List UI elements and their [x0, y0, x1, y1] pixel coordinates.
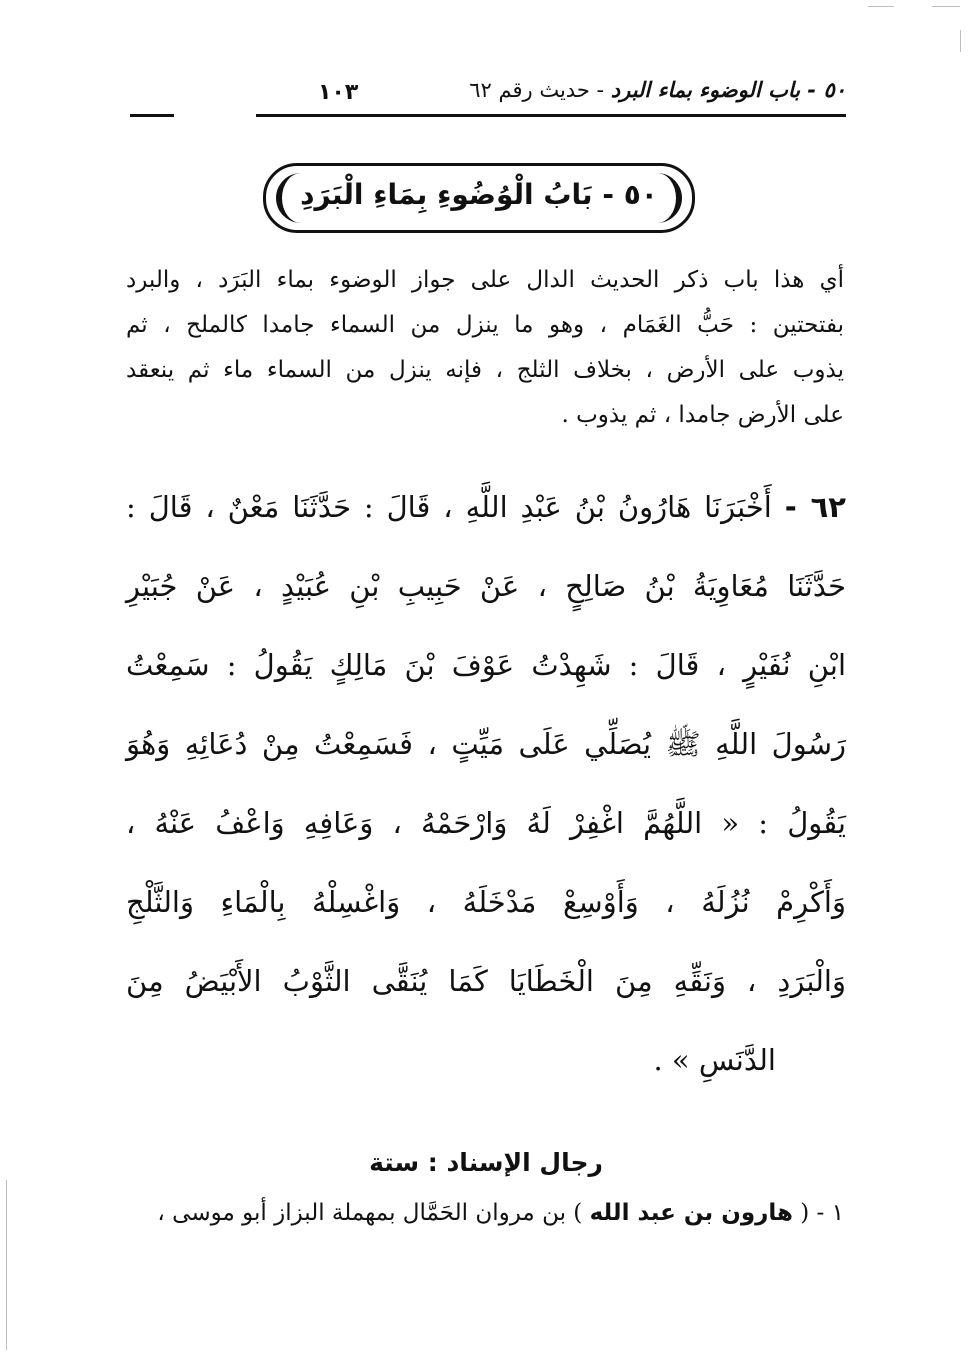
margin-tick-top-right-2 — [932, 6, 960, 7]
narrator-name: هارون بن عبد الله — [589, 1200, 793, 1226]
header-hadith-ref: - حديث رقم ٦٢ — [469, 78, 605, 102]
margin-tick-right — [960, 30, 961, 52]
narrator-entry — [126, 1200, 844, 1226]
hadith-text — [126, 468, 846, 1100]
page-number: ١٠٣ — [318, 80, 359, 105]
chapter-heading: ٥٠ - بَابُ الْوُضُوءِ بِمَاءِ الْبَرَدِ — [300, 178, 658, 211]
chapter-heading-frame — [263, 163, 695, 233]
hadith-line-text: أَخْبَرَنَا هَارُونُ بْنُ عَبْدِ اللَّهِ ، قَالَ : حَدَّثَنَا مَعْنٌ ، قَالَ : — [126, 490, 772, 524]
header-title — [469, 78, 846, 102]
margin-tick-left — [6, 1180, 7, 1350]
narrators-heading: رجال الإسناد : ستة — [369, 1148, 603, 1177]
running-header — [130, 78, 846, 118]
hadith-line: وَأَكْرِمْ نُزُلَهُ ، وَأَوْسِعْ مَدْخَلَهُ ، وَاغْسِلْهُ بِالْمَاءِ وَالثَّلْجِ — [126, 885, 846, 919]
hadith-line: رَسُولَ اللَّهِ ﷺ يُصَلِّي عَلَى مَيِّتٍ ، فَسَمِعْتُ مِنْ دُعَائِهِ وَهُوَ — [126, 727, 846, 761]
margin-tick-top-right — [868, 6, 894, 7]
narrator-index: ١ - ( — [800, 1200, 844, 1226]
intro-line: أي هذا باب ذكر الحديث الدال على جواز الوضوء بماء البَرَد ، والبرد — [126, 267, 844, 293]
intro-paragraph — [126, 258, 844, 438]
hadith-line: حَدَّثَنَا مُعَاوِيَةُ بْنُ صَالِحٍ ، عَنْ حَبِيبِ بْنِ عُبَيْدٍ ، عَنْ جُبَيْرِ — [126, 569, 846, 603]
narrator-close: ) — [573, 1200, 583, 1226]
hadith-line: الدَّنَسِ » . — [653, 1043, 776, 1077]
hadith-line: وَالْبَرَدِ ، وَنَقِّهِ مِنَ الْخَطَايَا كَمَا يُنَقَّى الثَّوْبُ الأَبْيَضُ مِنَ — [126, 964, 846, 998]
intro-line: بفتحتين : حَبُّ الغَمَام ، وهو ما ينزل من السماء جامدا كالملح ، ثم — [126, 312, 844, 338]
narrator-description: بن مروان الحَمَّال بمهملة البزاز أبو موسى ، — [157, 1200, 566, 1226]
header-rule-gap — [174, 108, 256, 122]
intro-line: على الأرض جامدا ، ثم يذوب . — [561, 402, 844, 428]
hadith-line — [126, 468, 846, 547]
hadith-line: ابْنِ نُفَيْرٍ ، قَالَ : شَهِدْتُ عَوْفَ بْنَ مَالِكٍ يَقُولُ : سَمِعْتُ — [126, 648, 846, 682]
hadith-number: ٦٢ - — [784, 490, 847, 524]
hadith-line: يَقُولُ : « اللَّهُمَّ اغْفِرْ لَهُ وَارْحَمْهُ ، وَعَافِهِ وَاعْفُ عَنْهُ ، — [126, 806, 846, 840]
intro-line: يذوب على الأرض ، بخلاف الثلج ، فإنه ينزل من السماء ماء ثم ينعقد — [126, 357, 844, 383]
header-chapter-title: ٥٠ - باب الوضوء بماء البرد — [610, 78, 846, 102]
